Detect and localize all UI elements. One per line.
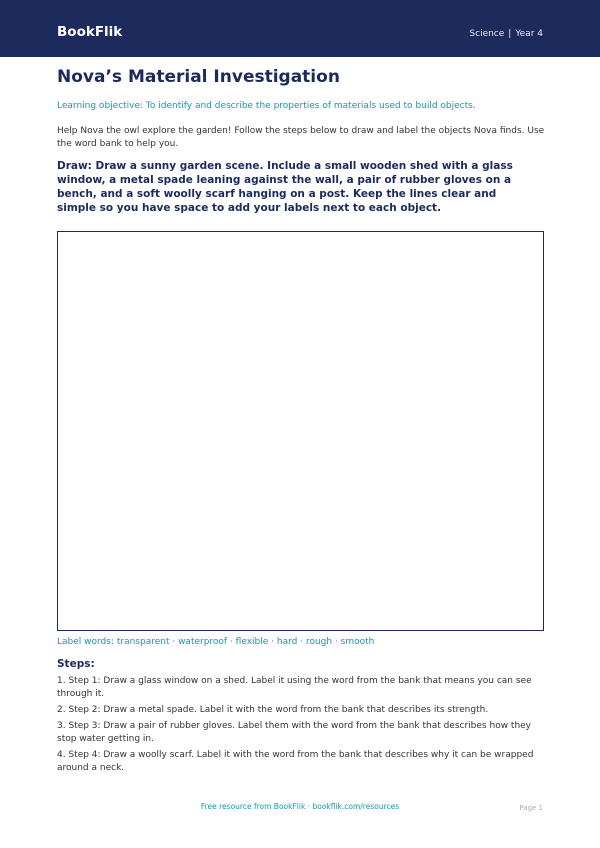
year-label: Year 4 bbox=[515, 29, 543, 39]
page-number: Page 1 bbox=[519, 804, 543, 812]
steps-heading: Steps: bbox=[57, 658, 95, 670]
draw-instruction: Draw: Draw a sunny garden scene. Include a small wooden shed with a glass window, a metal spade leaning against the wall, a pair of rubber gloves on a bench, and a soft woolly scarf hanging on a post. Keep the lines clear and simple so you have space to add your labels next to each object. bbox=[57, 160, 513, 214]
step-item: 3. Step 3: Draw a pair of rubber gloves. Label them with the word from the bank that describes how they stop water getting in. bbox=[57, 721, 532, 744]
word-bank: Label words: transparent · waterproof · flexible · hard · rough · smooth bbox=[57, 637, 375, 647]
subject-year-label bbox=[469, 28, 543, 40]
header-bar bbox=[0, 0, 600, 57]
intro-text: Help Nova the owl explore the garden! Follow the steps below to draw and label the objects Nova finds. Use the word bank to help you. bbox=[57, 126, 545, 149]
learning-objective: Learning objective: To identify and describe the properties of materials used to build objects. bbox=[57, 101, 476, 111]
subject-label: Science bbox=[469, 29, 505, 39]
page-title: Nova’s Material Investigation bbox=[57, 67, 340, 87]
step-item: 1. Step 1: Draw a glass window on a shed. Label it using the word from the bank that means you can see through it. bbox=[57, 676, 532, 699]
brand-logo-text[interactable]: BookFlik bbox=[57, 24, 123, 40]
footer-resource-link[interactable]: Free resource from BookFlik · bookflik.com/resources bbox=[200, 802, 400, 811]
separator: | bbox=[508, 29, 512, 39]
drawing-area[interactable] bbox=[57, 231, 544, 631]
steps-list bbox=[57, 675, 547, 778]
step-item: 2. Step 2: Draw a metal spade. Label it with the word from the bank that describes its strength. bbox=[57, 705, 489, 715]
step-item: 4. Step 4: Draw a woolly scarf. Label it with the word from the bank that describes why it can be wrapped around a neck. bbox=[57, 750, 534, 773]
